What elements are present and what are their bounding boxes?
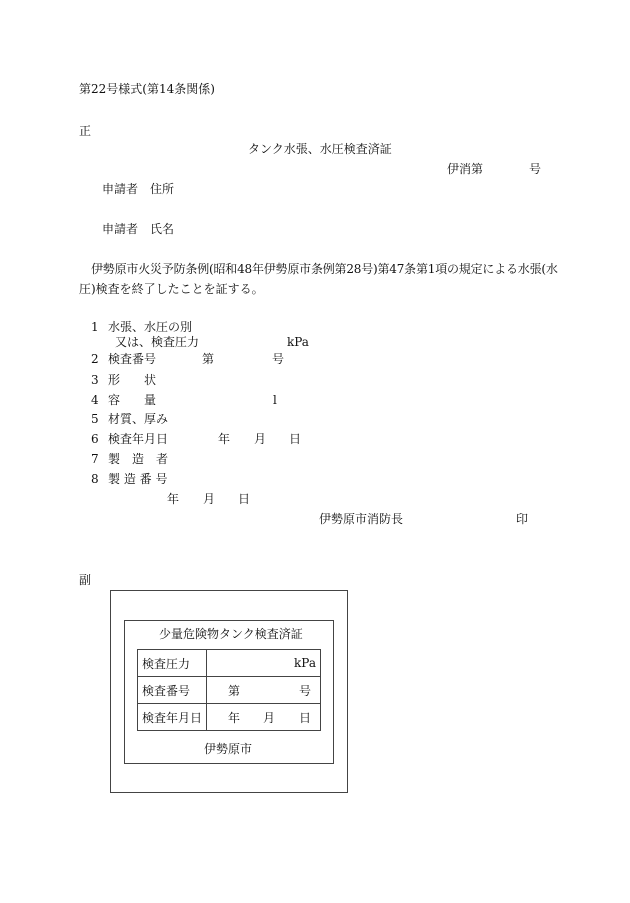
number-prefix: 第	[228, 684, 241, 698]
item-4-label: 容 量	[108, 393, 157, 407]
item-4-unit: l	[273, 393, 277, 407]
item-1-label2: 又は、検査圧力	[115, 335, 200, 349]
issue-month: 月	[203, 492, 216, 506]
item-5-number: 5	[91, 412, 99, 426]
form-number: 第22号様式(第14条関係)	[79, 82, 215, 96]
pressure-label: 検査圧力	[138, 650, 207, 677]
item-6-label: 検査年月日	[108, 432, 169, 446]
seal-mark: 印	[516, 512, 529, 526]
table-row	[138, 650, 321, 677]
number-suffix: 号	[299, 684, 312, 698]
item-6-year: 年	[218, 432, 231, 446]
date-value-cell	[207, 704, 321, 731]
original-label: 正	[79, 124, 92, 138]
item-6-day: 日	[289, 432, 302, 446]
issue-year: 年	[167, 492, 180, 506]
pressure-unit: kPa	[294, 656, 316, 670]
sticker-issuer: 伊勢原市	[204, 742, 253, 756]
cert-number-suffix: 号	[529, 162, 542, 176]
date-year: 年	[228, 711, 241, 725]
item-2-label: 検査番号	[108, 352, 157, 366]
date-label: 検査年月日	[138, 704, 207, 731]
item-7-label: 製 造 者	[108, 452, 169, 466]
number-value-cell	[207, 677, 321, 704]
date-month: 月	[263, 711, 276, 725]
item-2-prefix: 第	[202, 352, 215, 366]
item-5-label: 材質、厚み	[108, 412, 169, 426]
table-row	[138, 677, 321, 704]
document-title: タンク水張、水圧検査済証	[248, 142, 392, 156]
date-day: 日	[299, 711, 312, 725]
body-text-line2: 圧)検査を終了したことを証する。	[79, 282, 264, 296]
item-1-unit: kPa	[287, 335, 309, 349]
item-8-number: 8	[91, 472, 99, 486]
item-8-label: 製 造 番 号	[108, 472, 168, 486]
pressure-value-cell	[207, 650, 321, 677]
item-7-number: 7	[91, 452, 99, 466]
item-3-label: 形 状	[108, 373, 157, 387]
item-2-suffix: 号	[272, 352, 285, 366]
table-row	[138, 704, 321, 731]
cert-number-prefix: 伊消第	[447, 162, 484, 176]
sticker-table	[137, 649, 321, 731]
applicant-name-label: 申請者 氏名	[102, 222, 175, 236]
applicant-address-label: 申請者 住所	[102, 182, 175, 196]
item-2-number: 2	[91, 352, 99, 366]
number-label: 検査番号	[138, 677, 207, 704]
fire-chief: 伊勢原市消防長	[319, 512, 404, 526]
item-3-number: 3	[91, 373, 99, 387]
item-1-number: 1	[91, 320, 99, 334]
item-6-number: 6	[91, 432, 99, 446]
item-1-label: 水張、水圧の別	[108, 320, 193, 334]
item-6-month: 月	[254, 432, 267, 446]
issue-day: 日	[238, 492, 251, 506]
sticker-title: 少量危険物タンク検査済証	[159, 627, 303, 641]
copy-label: 副	[79, 573, 92, 587]
body-text-line1: 伊勢原市火災予防条例(昭和48年伊勢原市条例第28号)第47条第1項の規定による水張(水	[91, 262, 558, 276]
item-4-number: 4	[91, 393, 99, 407]
